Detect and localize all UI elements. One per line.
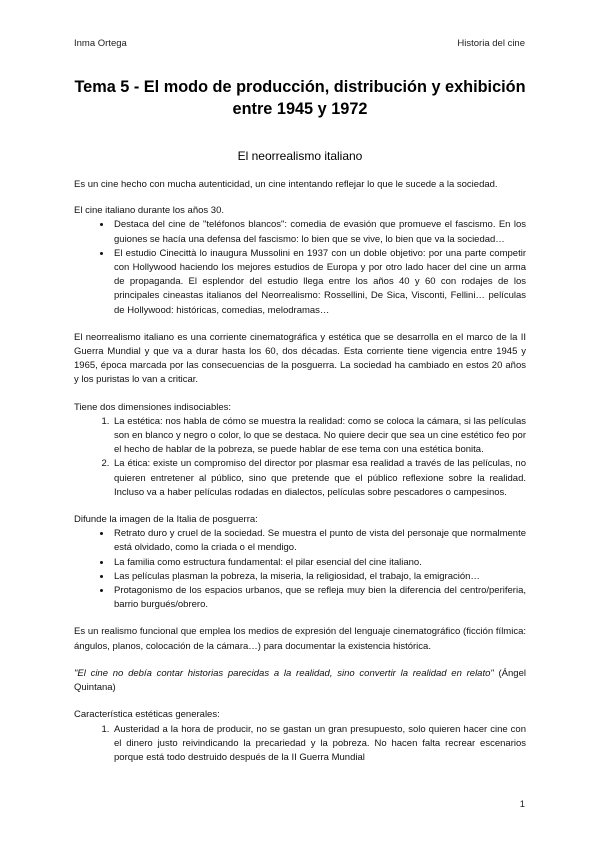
- header-course: Historia del cine: [457, 38, 525, 49]
- quote-text: "El cine no debía contar historias parecidas a la realidad, sino convertir la realidad en relato": [74, 667, 494, 679]
- intro-paragraph: Es un cine hecho con mucha autenticidad, un cine intentando reflejar lo que le sucede a la sociedad.: [74, 179, 498, 190]
- header-author: Inma Ortega: [74, 38, 127, 49]
- list-item: • El estudio Cinecittà lo inaugura Mussolini en 1937 con un doble objetivo: por una parte competir con Hollywood haciendo los mejores estudios de Europa y por otro lado hacer del cine un arma de propaganda. El esplendor del estudio llega entre los años 40 y 60 con rodajes de los principales cineastas italianos del Neorrealismo: Rossellini, De Sica, Visconti, Fellini… películas de Hollywood: históricas, comedias, melodramas…: [112, 247, 526, 318]
- italy30s-lead: El cine italiano durante los años 30.: [74, 205, 224, 217]
- quote-paragraph: [74, 667, 526, 695]
- postwar-list: [74, 527, 526, 612]
- list-item: • Retrato duro y cruel de la sociedad. Se muestra el punto de vista del personaje que normalmente está olvidado, como la criada o el mendigo.: [112, 527, 526, 555]
- postwar-lead: Difunde la imagen de la Italia de posguerra:: [74, 514, 258, 526]
- list-item: • Destaca del cine de "teléfonos blancos": comedia de evasión que promueve el fascismo. En los guiones se hacía una defensa del fascismo: lo bien que se vive, lo bien que va la sociedad…: [112, 218, 526, 246]
- page-number: 1: [519, 799, 525, 810]
- dimensions-list: [74, 415, 526, 500]
- list-item: 1. La estética: nos habla de cómo se muestra la realidad: como se coloca la cámara, si las películas son en blanco y negro o color, lo que se destaca. No quiere decir que sea un cine estético feo por el hecho de hablar de la pobreza, se puede hablar de ese tema con una estética bonita.: [112, 415, 526, 458]
- list-item: • Protagonismo de los espacios urbanos, que se refleja muy bien la diferencia del centro/periferia, barrio burgués/obrero.: [112, 584, 526, 612]
- page-title: Tema 5 - El modo de producción, distribución y exhibición entre 1945 y 1972: [74, 78, 526, 118]
- aesthetics-lead: Característica estéticas generales:: [74, 709, 220, 721]
- dimensions-lead: Tiene dos dimensiones indisociables:: [74, 401, 232, 413]
- section-title: El neorrealismo italiano: [237, 149, 363, 163]
- document-body: [74, 76, 526, 765]
- italy30s-list: [74, 218, 526, 317]
- functional-realism-paragraph: Es un realismo funcional que emplea los medios de expresión del lenguaje cinematográfico (ficción fílmica: ángulos, planos, colocación de la cámara…) para documentar la existencia histórica.: [74, 626, 526, 652]
- neorealism-paragraph: El neorrealismo italiano es una corriente cinematográfica y estética que se desarrolla en el marco de la II Guerra Mundial y que va a durar hasta los 60, dos décadas. Esta corriente tiene vigencia entre 1945 y 1965, época marcada por las consecuencias de la posguerra. La sociedad ha cambiado en estos 20 años y los puristas lo van a criticar.: [74, 331, 526, 386]
- list-item: • La familia como estructura fundamental: el pilar esencial del cine italiano.: [112, 556, 526, 570]
- list-item: • Las películas plasman la pobreza, la miseria, la religiosidad, el trabajo, la emigración…: [112, 570, 526, 584]
- list-item: 2. La ética: existe un compromiso del director por plasmar esa realidad a través de las películas, no quieren entretener al público, sino que pretende que el público reflexione sobre la realidad. Incluso va a haber películas rodadas en dialectos, películas sobre pescadores o campesinos.: [112, 457, 526, 500]
- aesthetics-list: [74, 723, 526, 766]
- list-item: 1. Austeridad a la hora de producir, no se gastan un gran presupuesto, solo quieren hacer cine con el dinero justo reivindicando la precariedad y la pobreza. No hacen falta recrear escenarios porque está todo destruido después de la II Guerra Mundial: [112, 723, 526, 766]
- quote-attribution: (Ángel Quintana): [74, 667, 526, 694]
